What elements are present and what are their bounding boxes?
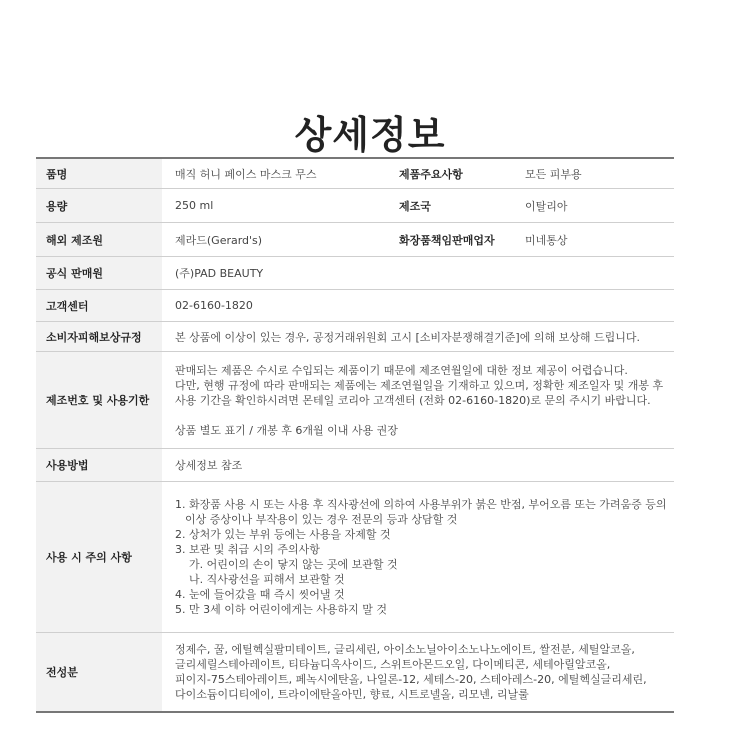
row-label: 사용 시 주의 사항 bbox=[36, 482, 162, 632]
text-line: 글리세릴스테아레이트, 티타늄디옥사이드, 스위트아몬드오일, 다이메티콘, 세테아릴알코올, bbox=[175, 658, 611, 671]
row-value-secondary: 모든 피부용 bbox=[525, 167, 582, 181]
row-value: 02-6160-1820 bbox=[175, 299, 253, 312]
row-value: 250 ml bbox=[175, 199, 214, 212]
row-label: 고객센터 bbox=[36, 290, 162, 321]
row-label: 해외 제조원 bbox=[36, 223, 162, 256]
text-line: 판매되는 제품은 수시로 수입되는 제품이기 때문에 제조연월일에 대한 정보 제공이 어렵습니다. bbox=[175, 363, 628, 377]
row-value: 상세정보 참조 bbox=[175, 459, 243, 472]
row-label: 공식 판매원 bbox=[36, 257, 162, 289]
table-row-maker bbox=[36, 223, 674, 257]
row-label-secondary: 화장품책임판매업자 bbox=[399, 233, 495, 247]
text-line: 5. 만 3세 이하 어린이에게는 사용하지 말 것 bbox=[175, 603, 387, 616]
row-label-secondary: 제품주요사항 bbox=[399, 167, 463, 181]
row-value: 본 상품에 이상이 있는 경우, 공정거래위원회 고시 [소비자분쟁해결기준]에 의해 보상해 드립니다. bbox=[175, 330, 640, 344]
table-row-caution bbox=[36, 482, 674, 633]
table-row-expiry bbox=[36, 352, 674, 449]
row-value bbox=[162, 352, 663, 448]
row-value: 매직 허니 페이스 마스크 무스 bbox=[175, 167, 317, 181]
row-label: 제조번호 및 사용기한 bbox=[36, 352, 162, 448]
row-label: 품명 bbox=[36, 159, 162, 188]
row-value: 제라드(Gerard's) bbox=[175, 233, 263, 247]
text-line: 피이지-75스테아레이트, 페녹시에탄올, 나일론-12, 세테스-20, 스테아레스-20, 에틸헥실글리세린, bbox=[175, 673, 647, 686]
row-value-secondary: 미네통상 bbox=[525, 233, 568, 247]
text-line: 4. 눈에 들어갔을 때 즉시 씻어낼 것 bbox=[175, 588, 345, 601]
row-value: (주)PAD BEAUTY bbox=[175, 267, 264, 280]
row-value bbox=[162, 482, 666, 632]
text-line: 사용 기간을 확인하시려면 몬테일 코리아 고객센터 (전화 02-6160-1820)로 문의 주시기 바랍니다. bbox=[175, 393, 651, 407]
table-row-usage bbox=[36, 449, 674, 482]
table-row-ingredients bbox=[36, 633, 674, 713]
page-title: 상세정보 bbox=[294, 113, 446, 157]
text-line: 1. 화장품 사용 시 또는 사용 후 직사광선에 의하여 사용부위가 붉은 반점, 부어오름 또는 가려움증 등의 bbox=[175, 498, 667, 511]
text-line: 다이소듐이디티에이, 트라이에탄올아민, 향료, 시트로넬올, 리모넨, 리날룰 bbox=[175, 688, 529, 701]
row-label: 용량 bbox=[36, 189, 162, 222]
table-row-capacity bbox=[36, 189, 674, 223]
table-row-service bbox=[36, 290, 674, 322]
product-info-table bbox=[36, 157, 674, 713]
row-label-secondary: 제조국 bbox=[399, 199, 431, 213]
text-line: 나. 직사광선을 피해서 보관할 것 bbox=[189, 573, 345, 586]
text-line: 다만, 현행 규정에 따라 판매되는 제품에는 제조연월일을 기재하고 있으며, 정확한 제조일자 및 개봉 후 bbox=[175, 378, 664, 392]
text-line: 이상 증상이나 부작용이 있는 경우 전문의 등과 상담할 것 bbox=[185, 513, 458, 526]
row-value bbox=[162, 633, 647, 711]
text-line: 상품 별도 표기 / 개봉 후 6개월 이내 사용 권장 bbox=[175, 423, 398, 437]
text-line: 가. 어린이의 손이 닿지 않는 곳에 보관할 것 bbox=[189, 558, 398, 571]
row-value-secondary: 이탈리아 bbox=[525, 199, 568, 213]
table-row-product bbox=[36, 159, 674, 189]
row-label: 전성분 bbox=[36, 633, 162, 711]
row-label: 소비자피해보상규정 bbox=[36, 322, 162, 351]
table-row-seller bbox=[36, 257, 674, 290]
table-row-compensation bbox=[36, 322, 674, 352]
row-label: 사용방법 bbox=[36, 449, 162, 481]
text-line: 2. 상처가 있는 부위 등에는 사용을 자제할 것 bbox=[175, 528, 391, 541]
text-line: 3. 보관 및 취급 시의 주의사항 bbox=[175, 543, 320, 556]
text-line: 정제수, 꿀, 에틸헥실팔미테이트, 글리세린, 아이소노닐아이소노나노에이트, 쌀전분, 세틸알코올, bbox=[175, 643, 635, 656]
